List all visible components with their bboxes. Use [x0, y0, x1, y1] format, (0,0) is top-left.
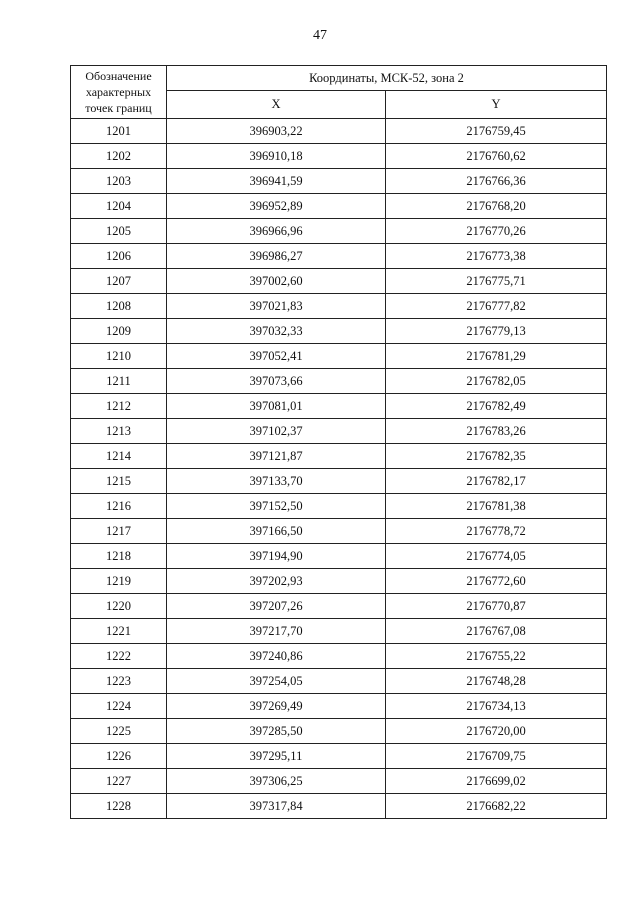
table-row — [71, 569, 607, 594]
table-row — [71, 644, 607, 669]
x-coordinate-cell: 397052,41 — [167, 344, 386, 369]
y-coordinate-cell: 2176777,82 — [386, 294, 607, 319]
x-coordinate-cell: 397152,50 — [167, 494, 386, 519]
table-row — [71, 694, 607, 719]
point-id-cell: 1221 — [71, 619, 167, 644]
y-coordinate-cell: 2176774,05 — [386, 544, 607, 569]
x-coordinate-cell: 397102,37 — [167, 419, 386, 444]
x-coordinate-cell: 397254,05 — [167, 669, 386, 694]
table-body — [71, 119, 607, 819]
x-coordinate-cell: 397194,90 — [167, 544, 386, 569]
table-row — [71, 244, 607, 269]
table-row — [71, 494, 607, 519]
y-coordinate-cell: 2176720,00 — [386, 719, 607, 744]
point-id-cell: 1216 — [71, 494, 167, 519]
table-row — [71, 319, 607, 344]
y-coordinate-cell: 2176779,13 — [386, 319, 607, 344]
table-row — [71, 344, 607, 369]
y-coordinate-cell: 2176782,49 — [386, 394, 607, 419]
x-coordinate-cell: 397285,50 — [167, 719, 386, 744]
y-coordinate-cell: 2176772,60 — [386, 569, 607, 594]
point-id-cell: 1206 — [71, 244, 167, 269]
table-row — [71, 394, 607, 419]
x-coordinate-cell: 396941,59 — [167, 169, 386, 194]
x-coordinate-cell: 397002,60 — [167, 269, 386, 294]
y-coordinate-cell: 2176782,05 — [386, 369, 607, 394]
point-id-cell: 1212 — [71, 394, 167, 419]
point-id-cell: 1218 — [71, 544, 167, 569]
y-coordinate-cell: 2176783,26 — [386, 419, 607, 444]
y-coordinate-cell: 2176699,02 — [386, 769, 607, 794]
point-id-cell: 1224 — [71, 694, 167, 719]
y-coordinate-cell: 2176755,22 — [386, 644, 607, 669]
table-row — [71, 169, 607, 194]
x-coordinate-cell: 397207,26 — [167, 594, 386, 619]
table-header — [71, 66, 607, 119]
y-coordinate-cell: 2176760,62 — [386, 144, 607, 169]
y-coordinate-cell: 2176734,13 — [386, 694, 607, 719]
table-row — [71, 594, 607, 619]
x-coordinate-cell: 397295,11 — [167, 744, 386, 769]
table-row — [71, 294, 607, 319]
point-id-cell: 1203 — [71, 169, 167, 194]
point-id-cell: 1202 — [71, 144, 167, 169]
point-id-cell: 1215 — [71, 469, 167, 494]
table-row — [71, 269, 607, 294]
point-id-cell: 1226 — [71, 744, 167, 769]
point-id-cell: 1228 — [71, 794, 167, 819]
table-row — [71, 194, 607, 219]
point-id-cell: 1217 — [71, 519, 167, 544]
point-id-cell: 1205 — [71, 219, 167, 244]
point-id-cell: 1201 — [71, 119, 167, 144]
table-row — [71, 419, 607, 444]
header-row — [71, 66, 607, 91]
table-row — [71, 794, 607, 819]
table-row — [71, 119, 607, 144]
x-coordinate-cell: 397121,87 — [167, 444, 386, 469]
table-row — [71, 519, 607, 544]
point-id-cell: 1219 — [71, 569, 167, 594]
point-id-cell: 1227 — [71, 769, 167, 794]
x-coordinate-cell: 397166,50 — [167, 519, 386, 544]
x-coordinate-cell: 397217,70 — [167, 619, 386, 644]
y-coordinate-cell: 2176682,22 — [386, 794, 607, 819]
point-id-cell: 1209 — [71, 319, 167, 344]
table-row — [71, 369, 607, 394]
x-coordinate-cell: 397081,01 — [167, 394, 386, 419]
x-coordinate-cell: 396903,22 — [167, 119, 386, 144]
table-row — [71, 719, 607, 744]
y-coordinate-cell: 2176709,75 — [386, 744, 607, 769]
y-coordinate-cell: 2176748,28 — [386, 669, 607, 694]
table-row — [71, 544, 607, 569]
header-coordinates: Координаты, МСК-52, зона 2 — [167, 66, 607, 91]
page-number: 47 — [313, 28, 327, 43]
x-coordinate-cell: 397021,83 — [167, 294, 386, 319]
y-coordinate-cell: 2176766,36 — [386, 169, 607, 194]
point-id-cell: 1214 — [71, 444, 167, 469]
y-coordinate-cell: 2176767,08 — [386, 619, 607, 644]
table-row — [71, 219, 607, 244]
point-id-cell: 1211 — [71, 369, 167, 394]
y-coordinate-cell: 2176773,38 — [386, 244, 607, 269]
point-id-cell: 1223 — [71, 669, 167, 694]
y-coordinate-cell: 2176759,45 — [386, 119, 607, 144]
header-point-designation: Обозначение характерных точек границ — [71, 66, 167, 119]
table-row — [71, 669, 607, 694]
header-y: Y — [386, 91, 607, 119]
table-row — [71, 619, 607, 644]
x-coordinate-cell: 397306,25 — [167, 769, 386, 794]
x-coordinate-cell: 397133,70 — [167, 469, 386, 494]
table-row — [71, 769, 607, 794]
coordinates-table — [70, 65, 607, 819]
x-coordinate-cell: 396986,27 — [167, 244, 386, 269]
y-coordinate-cell: 2176768,20 — [386, 194, 607, 219]
table-row — [71, 469, 607, 494]
header-x: X — [167, 91, 386, 119]
x-coordinate-cell: 396910,18 — [167, 144, 386, 169]
x-coordinate-cell: 397202,93 — [167, 569, 386, 594]
y-coordinate-cell: 2176778,72 — [386, 519, 607, 544]
x-coordinate-cell: 396952,89 — [167, 194, 386, 219]
table-row — [71, 744, 607, 769]
y-coordinate-cell: 2176782,35 — [386, 444, 607, 469]
point-id-cell: 1220 — [71, 594, 167, 619]
point-id-cell: 1207 — [71, 269, 167, 294]
y-coordinate-cell: 2176781,29 — [386, 344, 607, 369]
x-coordinate-cell: 397269,49 — [167, 694, 386, 719]
point-id-cell: 1204 — [71, 194, 167, 219]
point-id-cell: 1222 — [71, 644, 167, 669]
y-coordinate-cell: 2176770,87 — [386, 594, 607, 619]
y-coordinate-cell: 2176770,26 — [386, 219, 607, 244]
point-id-cell: 1213 — [71, 419, 167, 444]
table-row — [71, 144, 607, 169]
x-coordinate-cell: 397073,66 — [167, 369, 386, 394]
point-id-cell: 1210 — [71, 344, 167, 369]
y-coordinate-cell: 2176782,17 — [386, 469, 607, 494]
x-coordinate-cell: 397240,86 — [167, 644, 386, 669]
x-coordinate-cell: 397032,33 — [167, 319, 386, 344]
x-coordinate-cell: 396966,96 — [167, 219, 386, 244]
table-row — [71, 444, 607, 469]
point-id-cell: 1225 — [71, 719, 167, 744]
point-id-cell: 1208 — [71, 294, 167, 319]
y-coordinate-cell: 2176775,71 — [386, 269, 607, 294]
x-coordinate-cell: 397317,84 — [167, 794, 386, 819]
y-coordinate-cell: 2176781,38 — [386, 494, 607, 519]
